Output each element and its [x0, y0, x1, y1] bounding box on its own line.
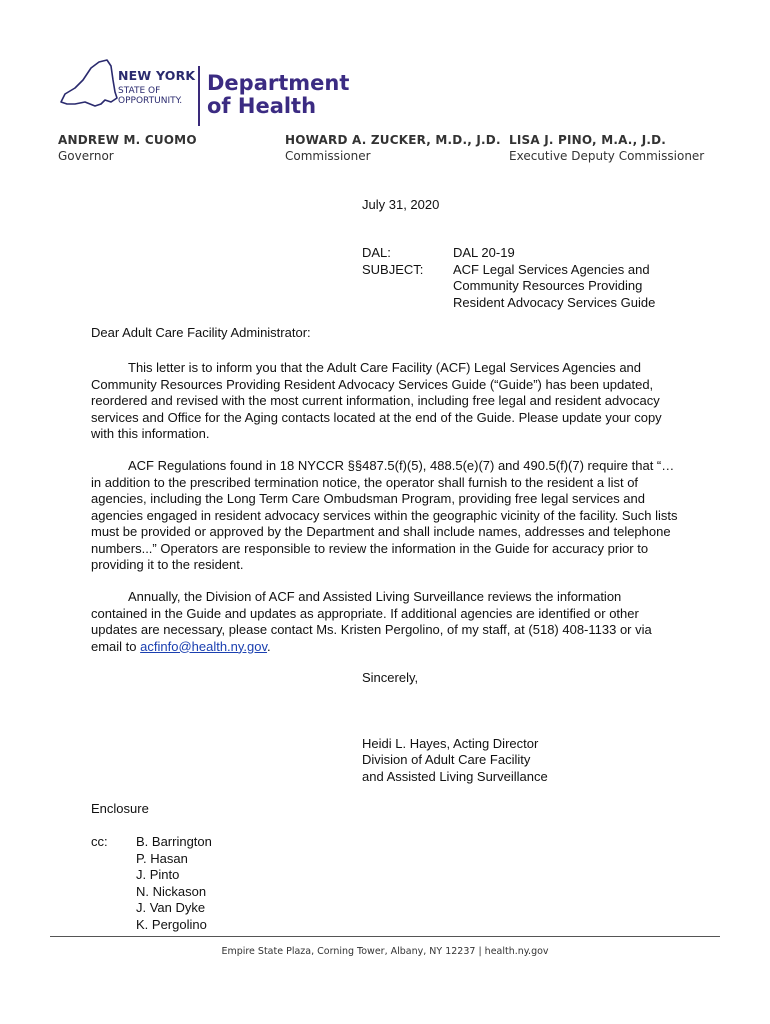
official-name-governor: ANDREW M. CUOMO	[58, 133, 197, 147]
closing: Sincerely,	[362, 670, 419, 685]
official-name-deputy: LISA J. PINO, M.A., J.D.	[509, 133, 667, 147]
dal-label: DAL:	[362, 245, 391, 260]
ny-state-name: NEW YORK	[118, 68, 196, 83]
official-title-commissioner: Commissioner	[285, 149, 371, 163]
official-title-governor: Governor	[58, 149, 114, 163]
footer-divider	[50, 936, 720, 937]
department-title-line1: Department	[207, 71, 350, 95]
signature-line-1: Heidi L. Hayes, Acting Director	[362, 736, 539, 751]
ny-state-tagline-2: OPPORTUNITY.	[118, 96, 183, 106]
official-title-deputy: Executive Deputy Commissioner	[509, 149, 705, 163]
cc-recipient: K. Pergolino	[136, 916, 207, 932]
body-paragraph-3: Annually, the Division of ACF and Assisted Living Surveillance reviews the information contained in the Guide and updates as appropriate. If additional agencies are identified or other updates are necessary, please contact Ms. Kristen Pergolino, of my staff, at (518) 408-1133 or via email to acfinfo@health.ny.gov.	[91, 589, 652, 654]
subject-line-3: Resident Advocacy Services Guide	[453, 295, 656, 310]
enclosure-label: Enclosure	[91, 801, 149, 816]
letter-date: July 31, 2020	[362, 197, 440, 212]
cc-recipient: J. Pinto	[136, 867, 180, 882]
letterhead-divider	[198, 66, 200, 126]
salutation: Dear Adult Care Facility Administrator:	[91, 325, 311, 340]
email-link[interactable]: acfinfo@health.ny.gov	[140, 638, 268, 654]
new-york-state-outline-logo	[55, 58, 119, 110]
cc-label: cc:	[91, 834, 108, 849]
official-name-commissioner: HOWARD A. ZUCKER, M.D., J.D.	[285, 133, 501, 147]
subject-line-2: Community Resources Providing	[453, 278, 643, 293]
cc-recipient: P. Hasan	[136, 850, 188, 866]
cc-recipient: N. Nickason	[136, 883, 207, 899]
department-title-line2: of Health	[207, 94, 317, 118]
body-paragraph-1: This letter is to inform you that the Adult Care Facility (ACF) Legal Services Agencies and Community Resources Providing Resident Advocacy Services Guide (“Guide”) has been updated, reordered and revised with the most current information, including free legal and resident advocacy services and Office for the Aging contacts located at the end of the Guide. Please update your copy with this information.	[91, 360, 662, 441]
cc-list	[136, 834, 212, 933]
subject-label: SUBJECT:	[362, 262, 424, 277]
body-paragraph-2: ACF Regulations found in 18 NYCCR §§487.5(f)(5), 488.5(e)(7) and 490.5(f)(7) require that “…in addition to the prescribed termination notice, the operator shall furnish to the resident a list of agencies, including the Long Term Care Ombudsman Program, providing free legal services and agencies engaged in resident advocacy services within the geographic vicinity of the facility. Such lists must be provided or approved by the Department and shall include names, addresses and telephone numbers...” Operators are responsible to review the information in the Guide for accuracy prior to providing it to the resident.	[91, 458, 678, 572]
dal-value: DAL 20-19	[453, 245, 515, 260]
cc-recipient: J. Van Dyke	[136, 900, 206, 915]
subject-line-1: ACF Legal Services Agencies and	[453, 262, 650, 277]
cc-recipient: B. Barrington	[136, 834, 212, 849]
ny-state-tagline-1: STATE OF	[118, 86, 161, 96]
footer-address: Empire State Plaza, Corning Tower, Albany, NY 12237 | health.ny.gov	[221, 946, 549, 957]
signature-line-3: and Assisted Living Surveillance	[362, 769, 548, 784]
signature-line-2: Division of Adult Care Facility	[362, 752, 531, 767]
